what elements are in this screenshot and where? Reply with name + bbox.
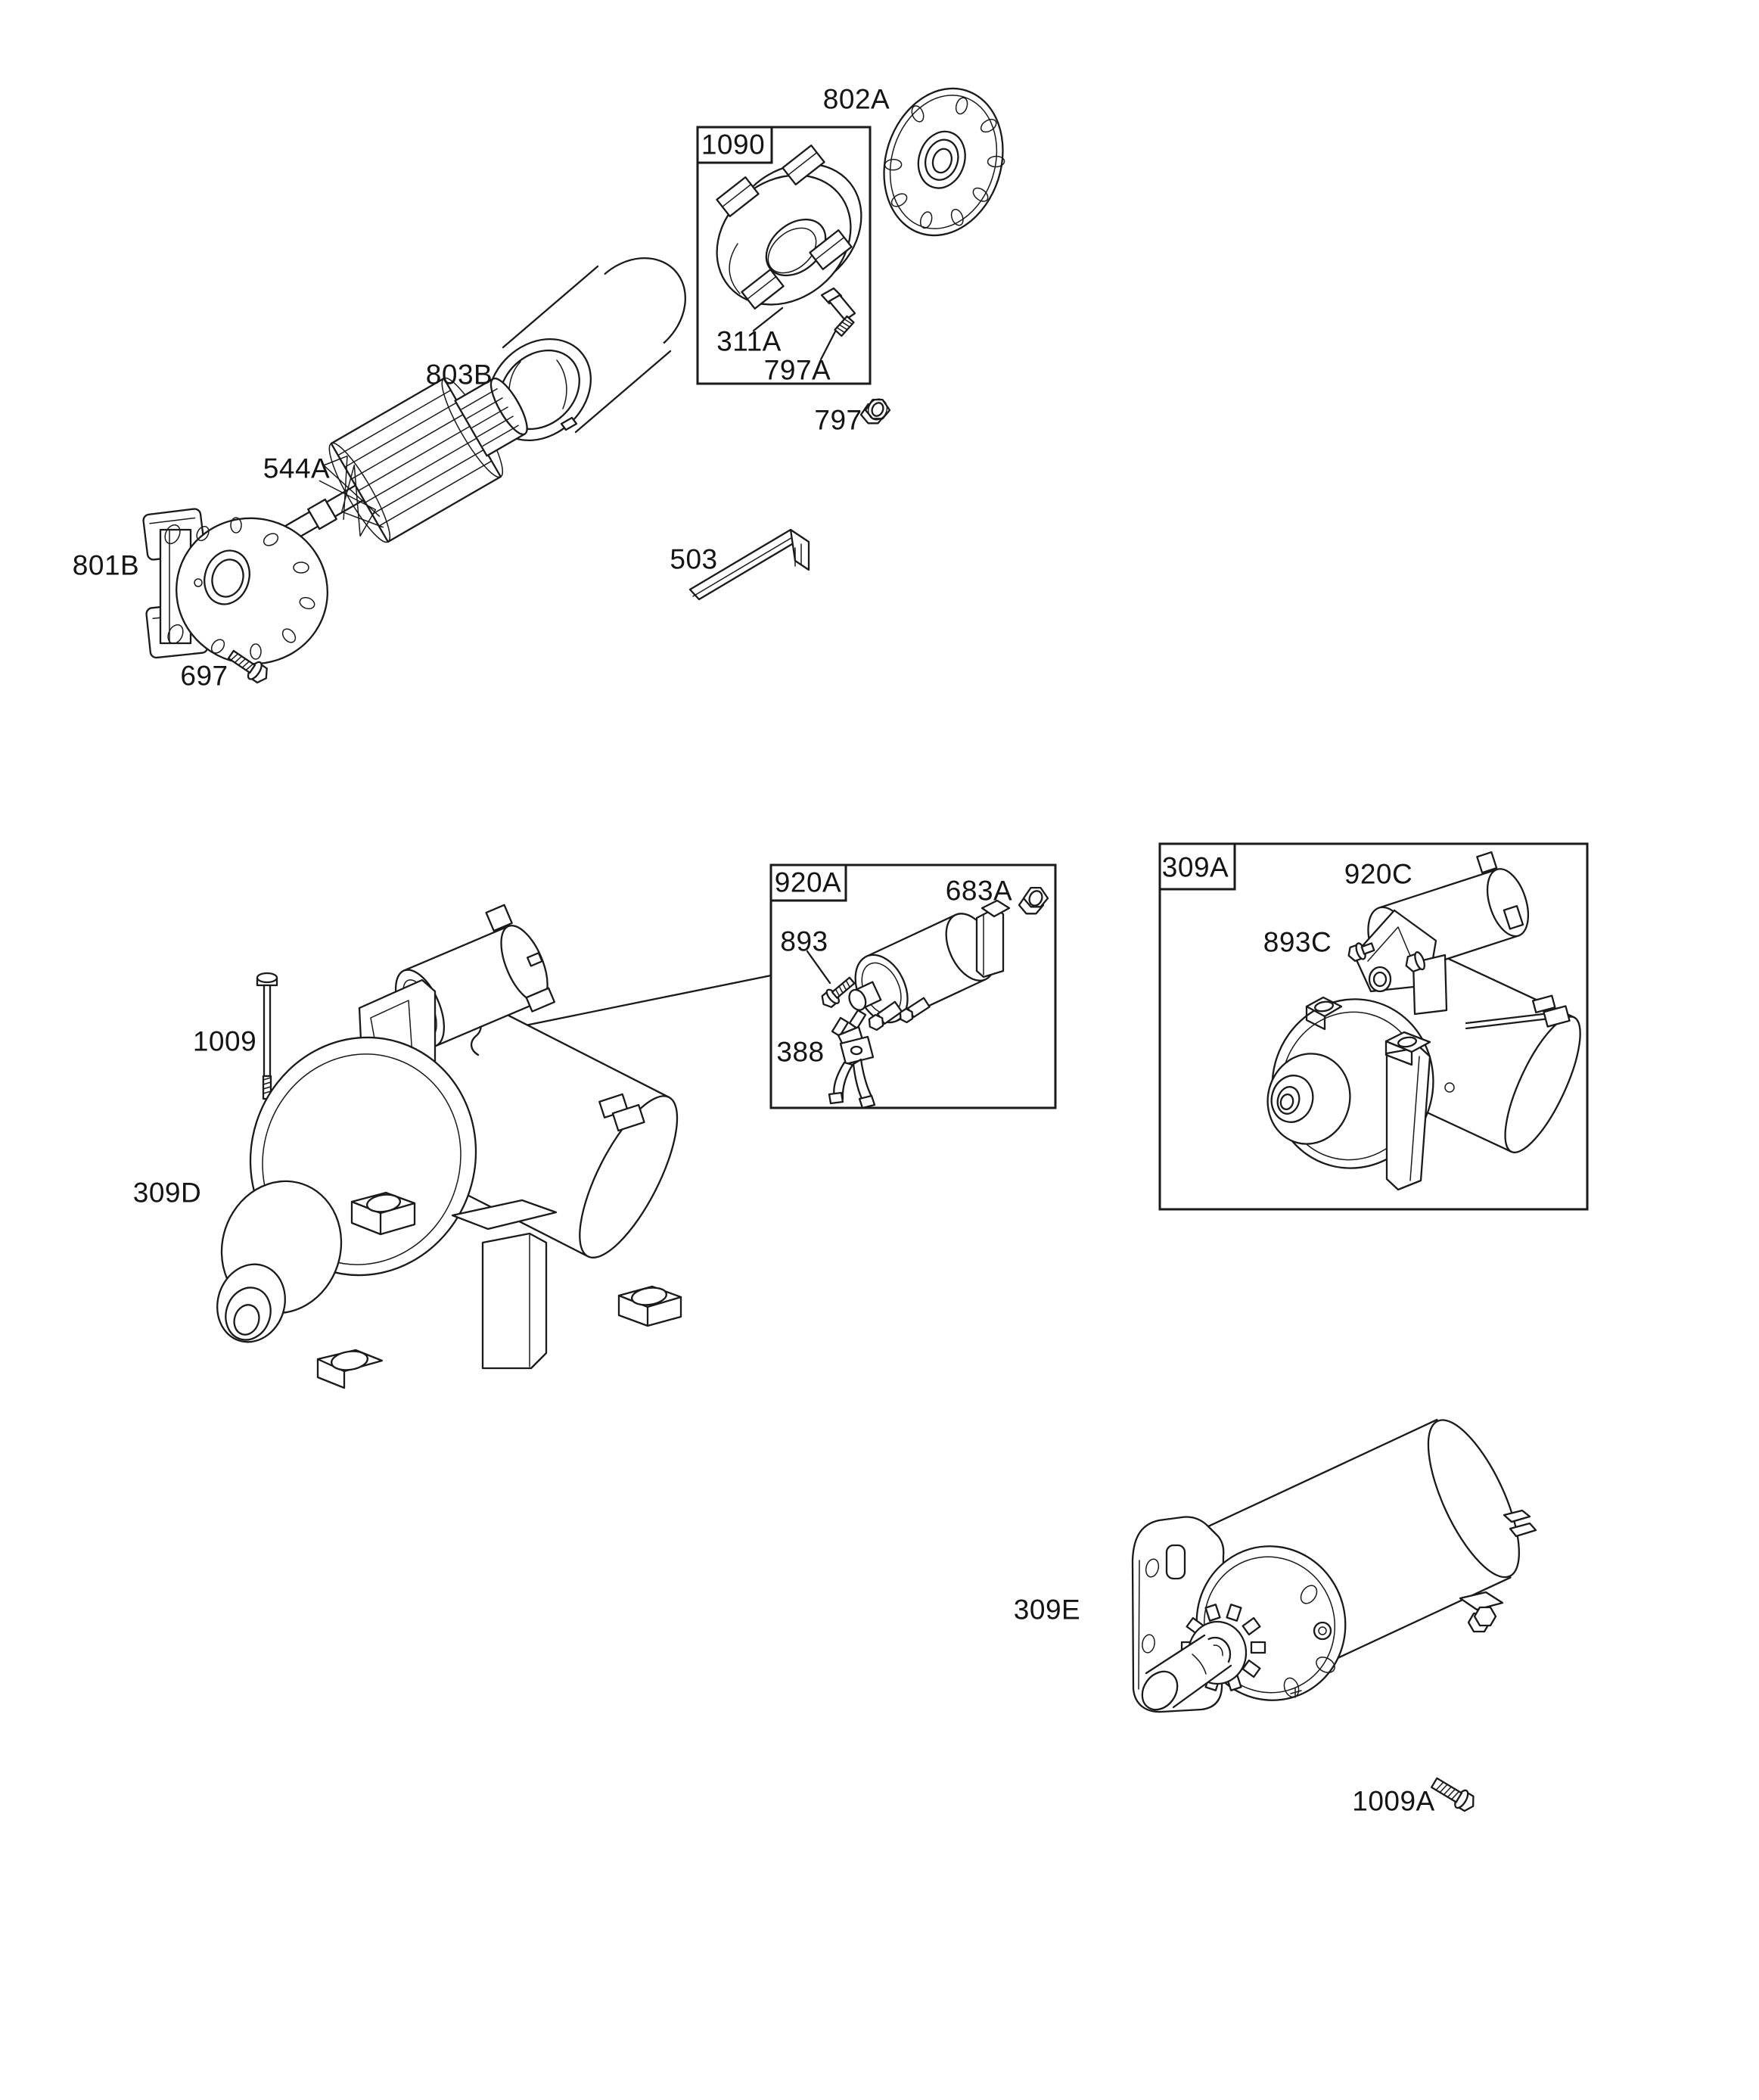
- callout-697: 697: [180, 660, 228, 692]
- callout-544A: 544A: [263, 453, 331, 484]
- callout-893: 893: [780, 926, 828, 957]
- callout-1009: 1009: [192, 1025, 257, 1057]
- starter-309E-drawing: [1133, 1407, 1538, 1717]
- callout-801B: 801B: [72, 549, 140, 581]
- callout-309D: 309D: [132, 1177, 202, 1209]
- solenoid-kit-drawing: [819, 888, 1048, 1108]
- starter-309D-drawing: [205, 900, 696, 1388]
- callout-309A: 309A: [1161, 851, 1229, 883]
- callout-803B: 803B: [425, 359, 493, 390]
- callout-683A: 683A: [945, 875, 1013, 907]
- callout-1090: 1090: [701, 129, 766, 160]
- bolt-1009-drawing: [257, 973, 277, 1099]
- callout-802A: 802A: [822, 83, 890, 115]
- callout-311A: 311A: [716, 325, 782, 357]
- callout-920A: 920A: [774, 866, 842, 898]
- callout-797A: 797A: [763, 354, 831, 386]
- callout-797: 797: [814, 404, 862, 436]
- brush-holder-drawing: [691, 137, 887, 336]
- callout-388: 388: [776, 1036, 825, 1068]
- callout-920C: 920C: [1344, 858, 1413, 890]
- bolt-1009A-drawing: [1429, 1775, 1478, 1815]
- starter-309A-drawing: [1254, 847, 1595, 1190]
- callout-1009A: 1009A: [1352, 1785, 1435, 1817]
- callout-503: 503: [670, 543, 718, 575]
- callout-309E: 309E: [1013, 1594, 1081, 1626]
- nut-797-drawing: [861, 396, 890, 423]
- callout-893C: 893C: [1263, 926, 1332, 958]
